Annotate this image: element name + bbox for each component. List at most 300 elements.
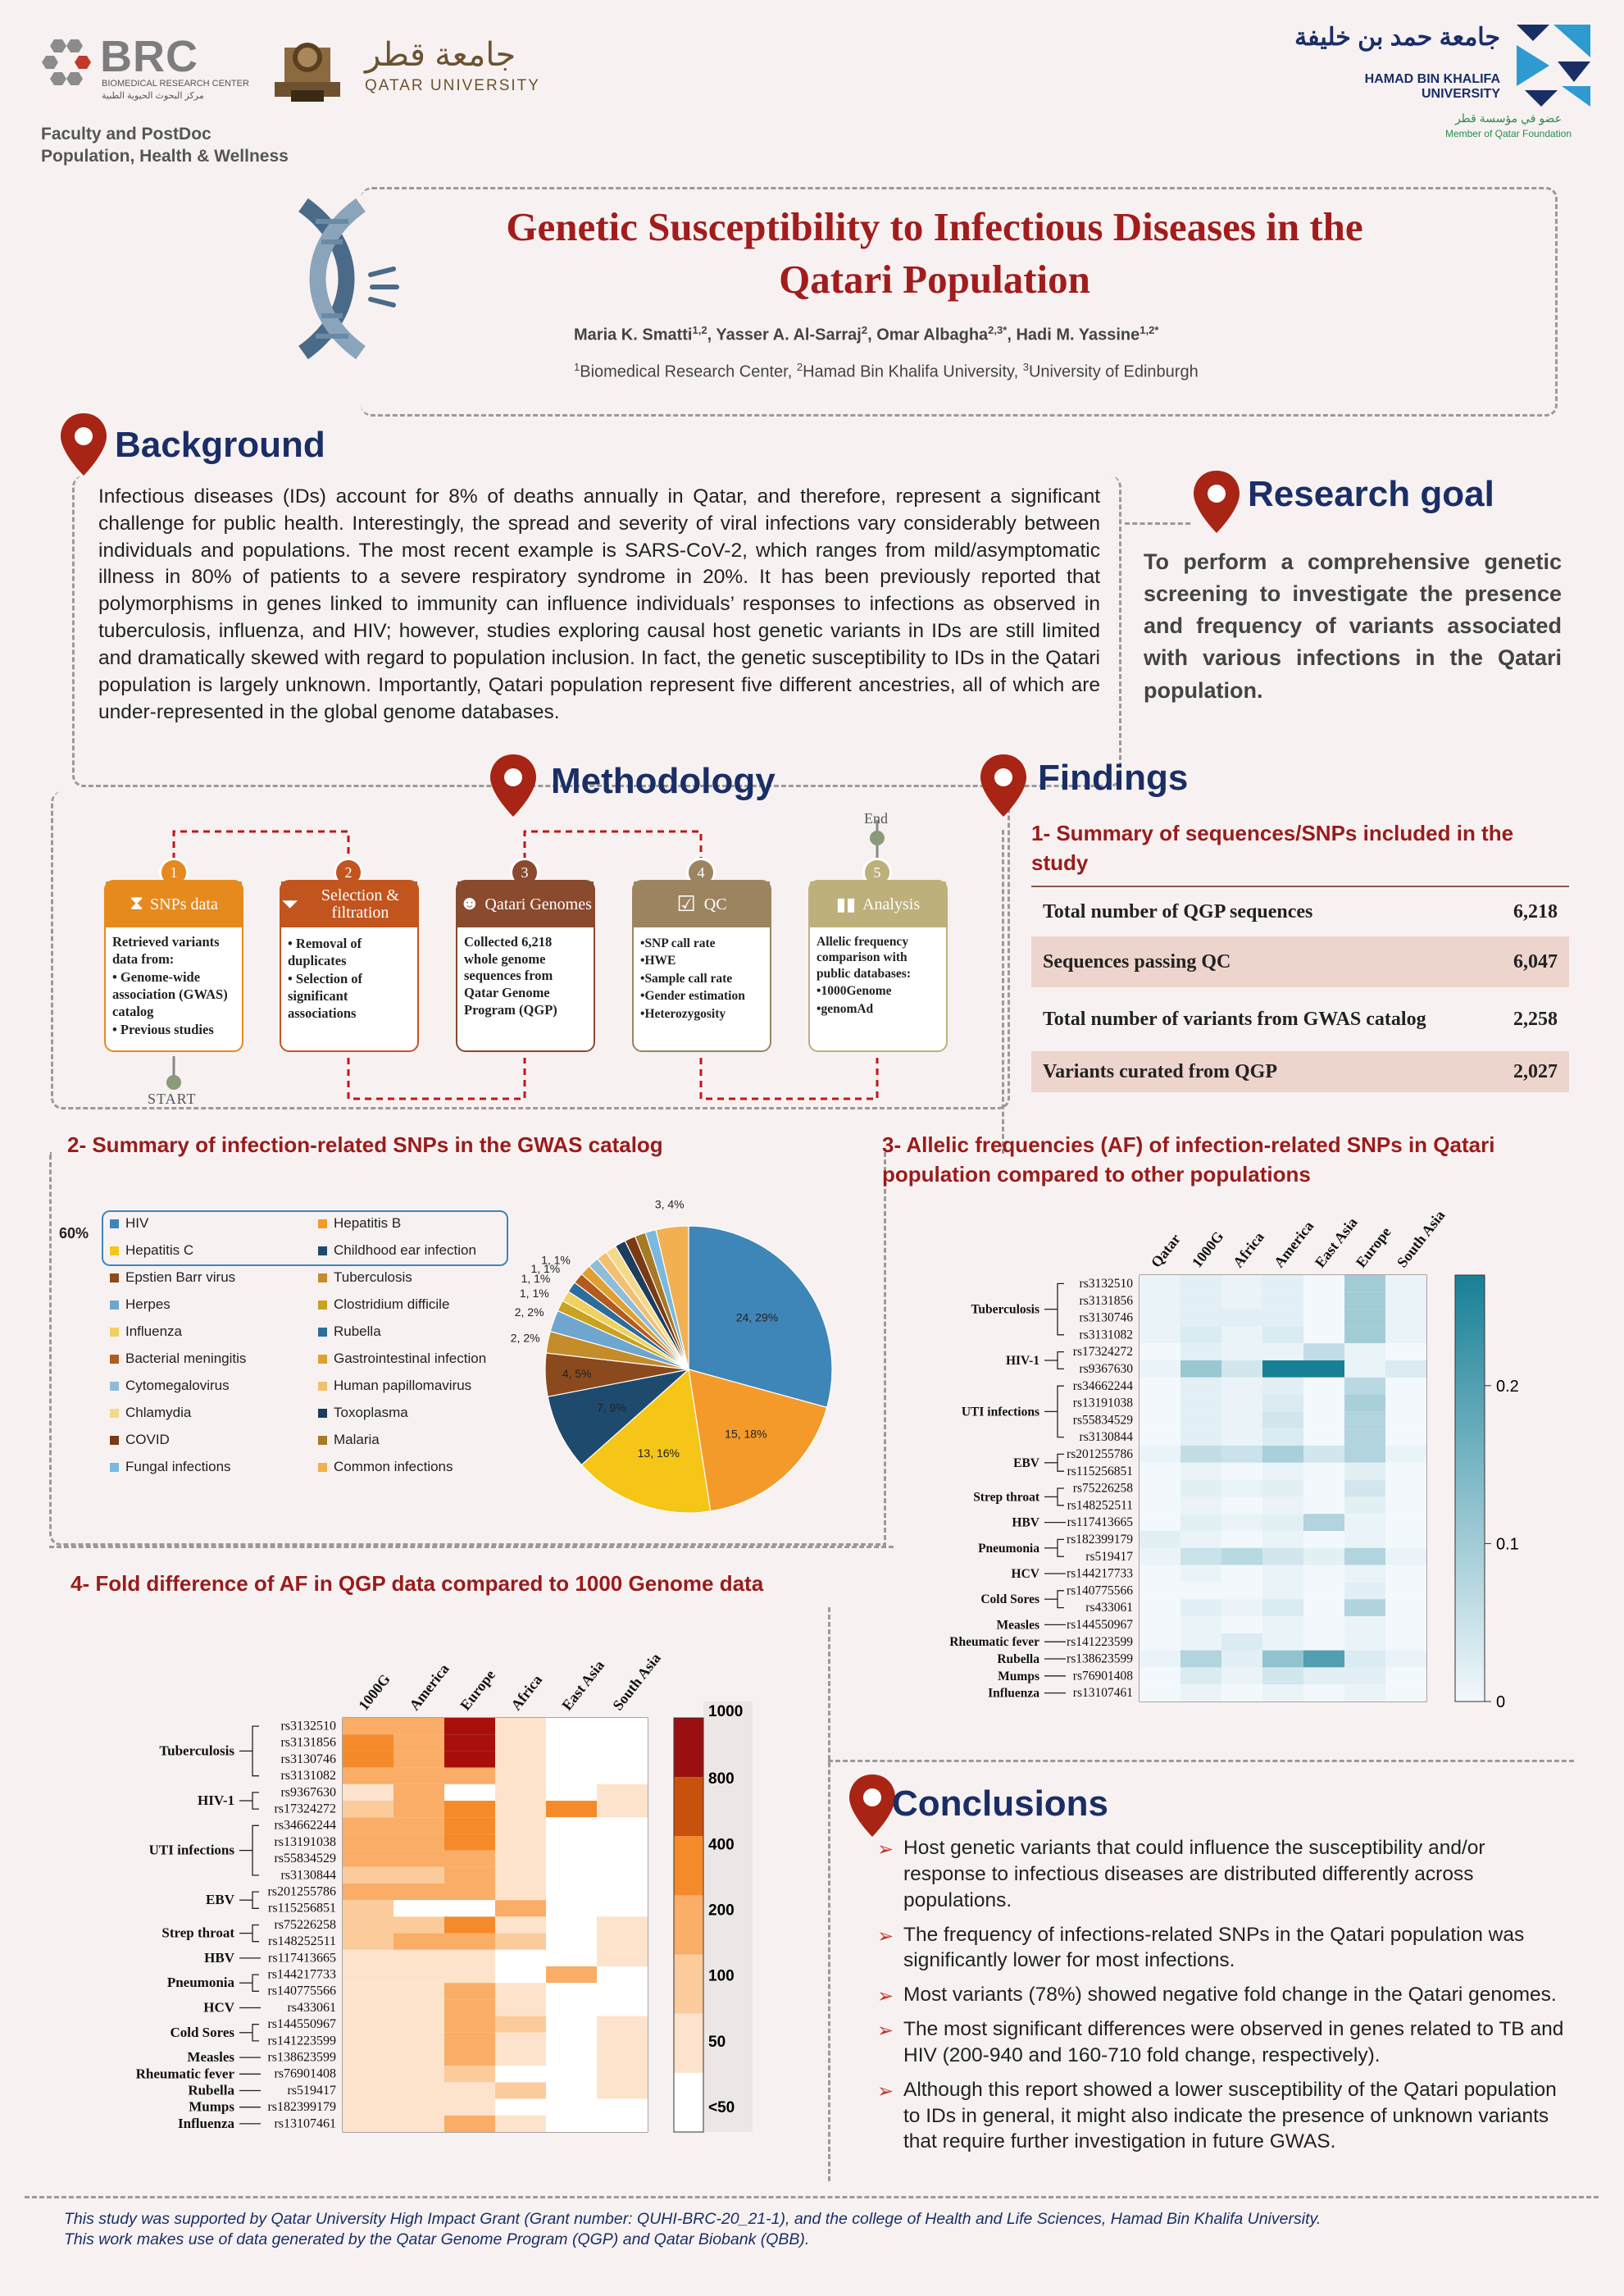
hourglass-icon: ⧗ <box>130 893 144 915</box>
group-bracket <box>1058 1283 1064 1334</box>
legend-label: Human papillomavirus <box>334 1378 472 1393</box>
heatmap-cell <box>444 1900 495 1916</box>
step-header <box>810 882 946 927</box>
pie-data-label: 15, 18% <box>725 1427 767 1441</box>
findings-heading: Findings <box>1038 758 1189 798</box>
conclusion-text: The most significant differences were observed in genes related to TB and HIV (200-940 and 160-710 fold change, respectively). <box>903 2018 1564 2066</box>
step-list <box>817 983 941 1017</box>
heatmap-group-label: Mumps <box>998 1669 1039 1683</box>
heatmap-cell <box>1180 1292 1221 1310</box>
colorbar-tick-label: 0 <box>1496 1693 1506 1711</box>
heatmap-group-label: HCV <box>203 1999 234 2016</box>
heatmap-cell <box>1262 1548 1303 1565</box>
heatmap-row-label: rs433061 <box>1085 1601 1133 1615</box>
heatmap-cell <box>343 1983 393 1999</box>
heatmap-cell <box>1385 1395 1426 1412</box>
heatmap-cell <box>444 2033 495 2049</box>
brc-logo <box>39 31 252 105</box>
heatmap-cell <box>597 1768 648 1784</box>
step-intro: Retrieved variants data from: <box>112 934 220 967</box>
heatmap-cell <box>1180 1428 1221 1446</box>
legend-swatch <box>318 1219 327 1228</box>
heatmap-cell <box>444 1718 495 1734</box>
heatmap-cell <box>1385 1480 1426 1497</box>
heatmap-group-label: Influenza <box>178 2115 234 2131</box>
legend-swatch <box>110 1355 119 1364</box>
heatmap-cell <box>1344 1531 1385 1548</box>
heatmap-cell <box>597 1801 648 1817</box>
legend-label: HIV <box>125 1215 149 1231</box>
heatmap-cell <box>546 2016 597 2033</box>
heatmap-cell <box>393 1934 444 1950</box>
step-number-text: 1 <box>170 863 178 881</box>
legend-swatch <box>110 1382 119 1391</box>
heatmap-cell <box>1344 1292 1385 1310</box>
heatmap-row-label: rs115256851 <box>268 1901 336 1916</box>
heatmap-group-label: HIV-1 <box>1005 1354 1039 1368</box>
footer-divider <box>25 2196 1599 2198</box>
heatmap-cell <box>1180 1633 1221 1651</box>
af-heading: 3- Allelic frequencies (AF) of infection-related SNPs in Qatari population compared to other populations <box>882 1132 1495 1187</box>
colorbar-tick-label: 400 <box>708 1836 735 1854</box>
research-goal-text: To perform a comprehensive genetic screening to investigate the presence and frequency of variants associated with various infections in the Qatari population. <box>1144 549 1562 703</box>
heatmap-cell <box>444 1934 495 1950</box>
heatmap-cell <box>495 1966 546 1983</box>
heatmap-group-label: Cold Sores <box>980 1592 1039 1607</box>
heatmap-row-label: rs140775566 <box>1067 1583 1133 1598</box>
heatmap-row-label: rs17324272 <box>1072 1345 1133 1360</box>
location-pin-icon <box>1190 469 1243 535</box>
heatmap-row-label: rs3132510 <box>280 1719 336 1733</box>
legend-swatch <box>318 1409 327 1418</box>
heatmap-cell <box>1303 1633 1344 1651</box>
heatmap-column-label: Qatar <box>1147 1230 1184 1271</box>
heatmap-row-label: rs144550967 <box>267 2017 336 2032</box>
heatmap-cell <box>1180 1582 1221 1599</box>
heatmap-cell <box>597 2016 648 2033</box>
heatmap-cell <box>1221 1651 1262 1668</box>
heatmap-cell <box>1262 1446 1303 1463</box>
heatmap-group-label: Rubella <box>188 2082 234 2098</box>
step-list <box>640 936 765 1022</box>
background-text: Infectious diseases (IDs) account for 8% of deaths annually in Qatar, and therefore, represent a significant challenge for public health. Interestingly, the spread and severity of viral infections vary considerably between individuals and populations. The most recent example is SARS-CoV-2, which ranges from mild/asymptomatic illness in 80% of patients to a severe respiratory syndrome in 20%. It has been previously reported that polymorphisms in genes linked to immunity can influence individuals’ responses to infections as observed in tuberculosis, influenza, and HIV; however, studies exploring causal host genetic variants in IDs are still limited and dramatically skewed with regard to population inclusion. In fact, the genetic susceptibility to IDs in the Qatari population is largely unknown. Importantly, Qatari population represent five different ancestries, all of which are under-represented in the global genome databases. <box>98 485 1100 723</box>
author-name: Maria K. Smatti <box>574 326 693 344</box>
legend-item <box>110 1351 246 1367</box>
heatmap-cell <box>393 1851 444 1867</box>
step-body <box>810 927 946 1022</box>
heatmap-cell <box>1385 1582 1426 1599</box>
heatmap-cell <box>1303 1310 1344 1327</box>
heatmap-cell <box>1262 1565 1303 1583</box>
colorbar-tick-label: 0.1 <box>1496 1535 1519 1554</box>
heatmap-row-label: rs519417 <box>1085 1549 1133 1564</box>
heatmap-cell <box>597 2066 648 2082</box>
legend-swatch <box>318 1355 327 1364</box>
list-item-text: Selection of significant associations <box>288 971 363 1021</box>
heatmap-row-label: rs13107461 <box>274 2116 336 2131</box>
heatmap-cell <box>343 1768 393 1784</box>
heatmap-cell <box>1385 1326 1426 1343</box>
heatmap-cell <box>546 1916 597 1933</box>
heatmap-cell <box>444 1966 495 1983</box>
heatmap-cell <box>1385 1310 1426 1327</box>
heatmap-row-label: rs117413665 <box>268 1951 336 1966</box>
heatmap-cell <box>1140 1599 1180 1616</box>
heatmap-cell <box>1221 1480 1262 1497</box>
heatmap-cell <box>1344 1633 1385 1651</box>
heatmap-cell <box>495 1734 546 1751</box>
heatmap-cell <box>495 1817 546 1834</box>
colorbar-band <box>674 1955 703 2014</box>
colorbar-band <box>674 2014 703 2073</box>
heatmap-cell <box>1180 1275 1221 1292</box>
heatmap-cell <box>597 1851 648 1867</box>
legend-swatch <box>110 1436 119 1445</box>
arrow-right-icon: ➢ <box>877 1925 894 1947</box>
heatmap-cell <box>343 1751 393 1767</box>
colorbar-tick-label: 1000 <box>708 1703 744 1720</box>
heatmap-cell <box>1303 1446 1344 1463</box>
heatmap-row-label: rs13191038 <box>274 1834 336 1849</box>
heatmap-cell <box>444 2016 495 2033</box>
heatmap-cell <box>393 1834 444 1850</box>
heatmap-cell <box>1344 1548 1385 1565</box>
heatmap-cell <box>546 1851 597 1867</box>
heatmap-cell <box>1385 1565 1426 1583</box>
heatmap-cell <box>597 1784 648 1801</box>
step-body <box>106 927 242 1044</box>
heatmap-cell <box>1262 1411 1303 1428</box>
step-number-text: 2 <box>344 863 353 881</box>
heatmap-row-label: rs34662244 <box>1072 1378 1133 1393</box>
group-bracket <box>252 2025 259 2041</box>
heatmap-cell <box>1303 1565 1344 1583</box>
method-step-analysis <box>808 880 948 1052</box>
brc-hex-icon <box>39 34 98 93</box>
heatmap-cell <box>444 1916 495 1933</box>
heatmap-cell <box>1140 1463 1180 1480</box>
heatmap-cell <box>495 1950 546 1966</box>
step-number-text: 5 <box>873 863 881 881</box>
heatmap-cell <box>343 2099 393 2116</box>
legend-item <box>318 1296 449 1313</box>
hbku-member-ar: عضو في مؤسسة قطر <box>1454 112 1563 125</box>
conclusions-divider-top <box>828 1760 1574 1762</box>
heatmap-cell <box>1140 1480 1180 1497</box>
heatmap-cell <box>1140 1582 1180 1599</box>
heatmap-group-label: Strep throat <box>161 1925 234 1941</box>
heatmap-group-label: HCV <box>1011 1567 1039 1581</box>
heatmap-group-label: Pneumonia <box>166 1975 234 1991</box>
heatmap-cell <box>546 1834 597 1850</box>
heatmap-cell <box>495 1867 546 1884</box>
heatmap-group-label: Mumps <box>189 2098 234 2115</box>
heatmap-cell <box>444 1784 495 1801</box>
step-title: Selection & filtration <box>321 886 399 922</box>
heatmap-cell <box>393 2082 444 2098</box>
step-title: Analysis <box>862 895 921 913</box>
list-item-text: Heterozygosity <box>644 1006 726 1021</box>
heatmap-cell <box>1221 1565 1262 1583</box>
heatmap-cell <box>495 1834 546 1850</box>
heatmap-cell <box>546 1718 597 1734</box>
heatmap-group-label: HBV <box>1012 1515 1039 1530</box>
heatmap-row-label: rs144550967 <box>1067 1617 1133 1632</box>
heatmap-cell <box>1180 1480 1221 1497</box>
heatmap-cell <box>1303 1395 1344 1412</box>
heatmap-cell <box>343 1801 393 1817</box>
heatmap-cell <box>1303 1428 1344 1446</box>
heatmap-cell <box>1221 1514 1262 1531</box>
heatmap-cell <box>1140 1428 1180 1446</box>
heatmap-cell <box>1221 1684 1262 1702</box>
heatmap-cell <box>393 1817 444 1834</box>
heatmap-cell <box>343 1817 393 1834</box>
heatmap-cell <box>1344 1616 1385 1633</box>
heatmap-row-label: rs9367630 <box>1079 1361 1133 1376</box>
group-bracket <box>1058 1386 1064 1437</box>
heatmap-row-label: rs138623599 <box>267 2050 336 2065</box>
list-item <box>877 1922 1566 1975</box>
heatmap-group-label: Cold Sores <box>170 2024 234 2040</box>
heatmap-cell <box>546 2066 597 2082</box>
heatmap-cell <box>1180 1531 1221 1548</box>
step-title: SNPs data <box>150 895 218 913</box>
legend-swatch <box>110 1463 119 1472</box>
method-step-qc <box>632 880 771 1052</box>
list-item: •SNP call rate <box>640 936 716 950</box>
heatmap-cell <box>1221 1667 1262 1684</box>
heatmap-cell <box>1221 1582 1262 1599</box>
hbku-logo <box>1294 24 1590 148</box>
group-bracket <box>1058 1454 1064 1471</box>
legend-label: Toxoplasma <box>334 1405 408 1420</box>
legend-item <box>318 1378 471 1394</box>
table-cell-label: Total number of variants from GWAS catalog <box>1043 1008 1426 1030</box>
affil-sup: 3 <box>1022 361 1029 373</box>
legend-swatch <box>110 1328 119 1337</box>
heatmap-cell <box>1385 1548 1426 1565</box>
list-item-text: genomAd <box>821 1001 874 1016</box>
heatmap-cell <box>495 1718 546 1734</box>
heatmap-cell <box>1262 1496 1303 1514</box>
heatmap-row-label: rs9367630 <box>280 1785 336 1800</box>
heatmap-cell <box>546 1983 597 1999</box>
legend-item <box>110 1296 171 1313</box>
heatmap-cell <box>546 1950 597 1966</box>
arrow-right-icon: ➢ <box>877 1838 894 1861</box>
heatmap-row-label: rs433061 <box>287 2000 336 2015</box>
heatmap-group-label: EBV <box>1013 1456 1039 1470</box>
list-item <box>877 1982 1566 2008</box>
heatmap-cell <box>1180 1463 1221 1480</box>
legend-item <box>110 1215 148 1232</box>
heatmap-cell <box>1140 1360 1180 1378</box>
heatmap-cell <box>1140 1531 1180 1548</box>
qatar-university-logo <box>266 33 540 107</box>
heatmap-cell <box>393 1867 444 1884</box>
legend-label: Cytomegalovirus <box>125 1378 230 1393</box>
step-body <box>457 927 594 1023</box>
heatmap-cell <box>1221 1616 1262 1633</box>
list-item: •Sample call rate <box>640 971 733 986</box>
heatmap-cell <box>546 2116 597 2132</box>
heatmap-cell <box>495 1934 546 1950</box>
heatmap-cell <box>1140 1633 1180 1651</box>
heatmap-cell <box>1344 1310 1385 1327</box>
heatmap-group-label: Influenza <box>988 1686 1039 1701</box>
list-item <box>877 2077 1566 2156</box>
heatmap-cell <box>1180 1651 1221 1668</box>
step-header <box>281 882 417 927</box>
heatmap-cell <box>393 2099 444 2116</box>
heatmap-cell <box>1180 1395 1221 1412</box>
heatmap-cell <box>444 2116 495 2132</box>
list-item: • Removal of duplicates <box>288 936 362 968</box>
arrow-right-icon: ➢ <box>877 1985 894 2008</box>
heatmap-column-label: Africa <box>507 1671 546 1714</box>
heatmap-column-label: South Asia <box>1393 1207 1449 1271</box>
colorbar-tick-label: <50 <box>708 2098 735 2116</box>
heatmap-cell <box>1180 1378 1221 1395</box>
heatmap-cell <box>1385 1684 1426 1702</box>
step-body <box>634 927 770 1027</box>
heatmap-cell <box>1385 1633 1426 1651</box>
group-bracket <box>252 1975 259 1991</box>
qu-emblem-icon <box>266 33 348 103</box>
brc-subtitle: BIOMEDICAL RESEARCH CENTER <box>102 79 249 89</box>
heatmap-row-label: rs3131082 <box>280 1769 336 1784</box>
colorbar-band <box>674 1718 703 1777</box>
heatmap-cell <box>1140 1651 1180 1668</box>
section4-divider <box>828 1607 830 2181</box>
heatmap-column-label: Africa <box>1229 1228 1267 1271</box>
heatmap-cell <box>546 1751 597 1767</box>
legend-label: COVID <box>125 1432 170 1447</box>
heatmap-cell <box>343 1834 393 1850</box>
heatmap-cell <box>1385 1531 1426 1548</box>
table-cell-label: Total number of QGP sequences <box>1043 900 1313 922</box>
heatmap-cell <box>1303 1599 1344 1616</box>
heatmap-cell <box>444 1867 495 1884</box>
fold-heatmap <box>82 1636 803 2144</box>
heatmap-cell <box>1262 1378 1303 1395</box>
heatmap-group-label: HBV <box>204 1949 234 1966</box>
heatmap-cell <box>1262 1480 1303 1497</box>
heatmap-cell <box>597 1867 648 1884</box>
heatmap-cell <box>1262 1667 1303 1684</box>
affil-name: Biomedical Research Center <box>580 362 788 381</box>
step-intro: Allelic frequency comparison with public databases: <box>817 935 911 981</box>
heatmap-cell <box>1303 1667 1344 1684</box>
heatmap-cell <box>546 1801 597 1817</box>
end-label: End <box>864 810 888 827</box>
list-item: •Heterozygosity <box>640 1006 726 1021</box>
heatmap-cell <box>1344 1378 1385 1395</box>
heatmap-cell <box>444 1950 495 1966</box>
colorbar-band <box>674 2073 703 2132</box>
heatmap-cell <box>1344 1496 1385 1514</box>
table-cell-value: 6,047 <box>1513 950 1558 973</box>
list-item: •genomAd <box>817 1001 874 1016</box>
heatmap-cell <box>343 2033 393 2049</box>
background-text-wrap <box>98 484 1100 726</box>
heatmap-cell <box>546 1884 597 1900</box>
start-label: START <box>148 1091 197 1107</box>
findings-sub1: 1- Summary of sequences/SNPs included in the study <box>1031 821 1514 876</box>
hbku-member: Member of Qatar Foundation <box>1444 128 1572 139</box>
heatmap-cell <box>343 1867 393 1884</box>
heatmap-row-label: rs141223599 <box>1067 1634 1133 1649</box>
heatmap-cell <box>495 2016 546 2033</box>
heatmap-cell <box>1385 1651 1426 1668</box>
heatmap-cell <box>1303 1496 1344 1514</box>
table-cell-label: Variants curated from QGP <box>1043 1060 1277 1082</box>
gwas-heading: 2- Summary of infection-related SNPs in the GWAS catalog <box>67 1132 663 1157</box>
legend-item <box>318 1432 380 1448</box>
heatmap-cell <box>1180 1411 1221 1428</box>
heatmap-cell <box>1344 1565 1385 1583</box>
heatmap-cell <box>495 1751 546 1767</box>
heatmap-column-label: America <box>406 1660 453 1714</box>
faculty-label <box>41 123 289 168</box>
step-body <box>281 927 417 1027</box>
legend-label: Malaria <box>334 1432 380 1447</box>
legend-item <box>318 1269 412 1286</box>
heatmap-cell <box>495 1801 546 1817</box>
heatmap-cell <box>1262 1633 1303 1651</box>
table-row <box>1031 1051 1569 1092</box>
heatmap-cell <box>1303 1275 1344 1292</box>
heatmap-cell <box>1180 1326 1221 1343</box>
method-step-genomes <box>456 880 595 1052</box>
heatmap-group-label: Rubella <box>997 1652 1039 1666</box>
heatmap-column-label: 1000G <box>1188 1228 1227 1271</box>
af-heatmap <box>885 1181 1607 1738</box>
heatmap-cell <box>597 1751 648 1767</box>
heatmap-cell <box>343 1966 393 1983</box>
heatmap-cell <box>546 2082 597 2098</box>
heatmap-cell <box>1140 1565 1180 1583</box>
heatmap-cell <box>393 1784 444 1801</box>
legend-swatch <box>318 1273 327 1282</box>
heatmap-row-label: rs140775566 <box>267 1984 336 1998</box>
heatmap-cell <box>343 2066 393 2082</box>
list-item: • Previous studies <box>112 1022 214 1038</box>
colorbar-tick-label: 50 <box>708 2033 726 2051</box>
heatmap-cell <box>393 1999 444 2016</box>
heatmap-row-label: rs148252511 <box>1067 1498 1133 1513</box>
legend-label: Tuberculosis <box>334 1269 412 1285</box>
arrow-right-icon: ➢ <box>877 2020 894 2043</box>
fold-heading: 4- Fold difference of AF in QGP data compared to 1000 Genome data <box>71 1571 764 1596</box>
heatmap-cell <box>1262 1651 1303 1668</box>
step-header <box>634 882 770 927</box>
heatmap-cell <box>1303 1480 1344 1497</box>
pie-data-label: 1, 1% <box>541 1253 571 1267</box>
heatmap-row-label: rs115256851 <box>1067 1464 1133 1478</box>
heatmap-row-label: rs3131856 <box>280 1735 336 1750</box>
heatmap-cell <box>1385 1599 1426 1616</box>
heatmap-cell <box>597 1900 648 1916</box>
heatmap-cell <box>1385 1292 1426 1310</box>
conclusions-list <box>877 1835 1566 2163</box>
heatmap-column-label: America <box>1270 1218 1317 1271</box>
colorbar-tick-label: 0.2 <box>1496 1377 1519 1396</box>
heatmap-row-label: rs55834529 <box>274 1852 336 1866</box>
heatmap-cell <box>1180 1667 1221 1684</box>
author-name: Hadi M. Yassine <box>1016 326 1140 344</box>
